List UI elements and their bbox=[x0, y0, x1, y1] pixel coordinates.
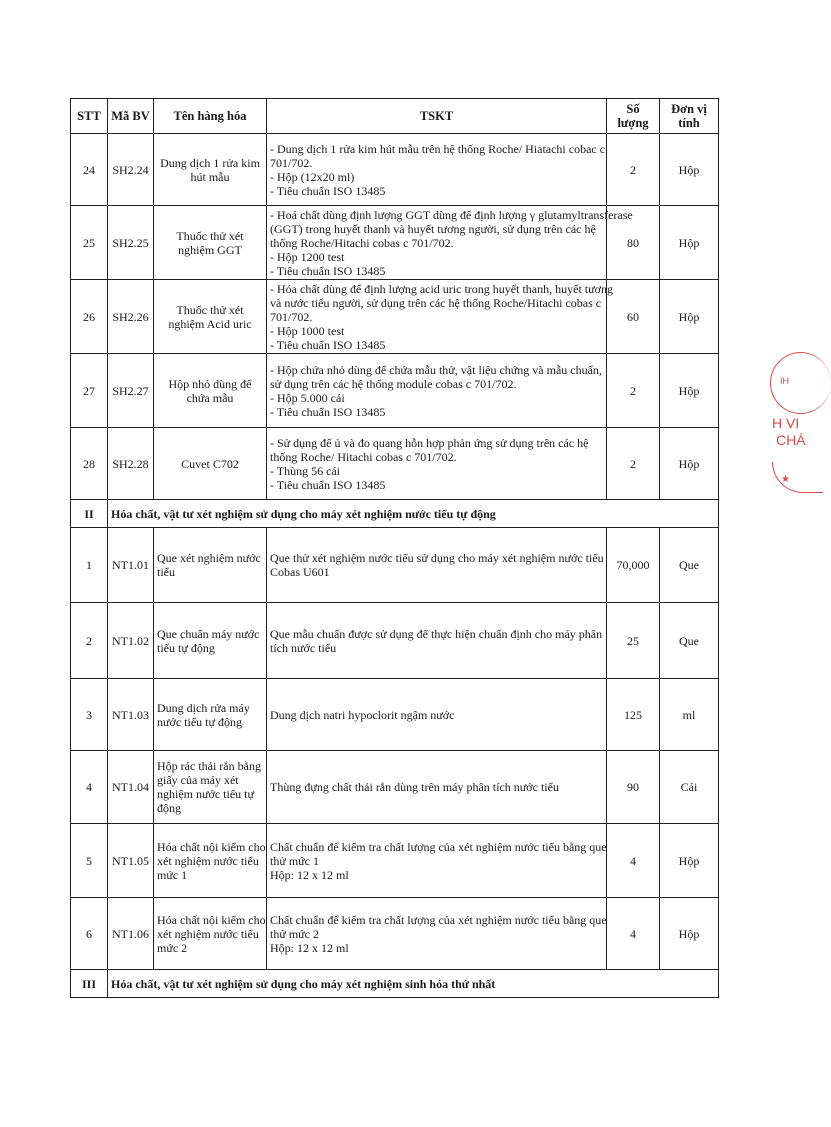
cell-stt: 26 bbox=[71, 280, 108, 354]
star-icon: ★ bbox=[781, 474, 790, 485]
tskt-line: 701/702. bbox=[270, 155, 313, 170]
section-header-row bbox=[71, 500, 719, 528]
cell-ma: SH2.28 bbox=[108, 428, 154, 500]
cell-stt: 1 bbox=[71, 528, 108, 603]
tskt-line: - Tiêu chuẩn ISO 13485 bbox=[270, 263, 386, 278]
tskt-line: - Hộp chứa nhỏ dùng để chứa mẫu thử, vật liệu chứng và mẫu chuẩn, bbox=[270, 362, 602, 377]
cell-ma: NT1.04 bbox=[108, 751, 154, 824]
cell-don-vi: Hộp bbox=[660, 824, 719, 898]
ten-line: Que xét nghiệm nước bbox=[157, 551, 261, 565]
table-row bbox=[71, 428, 719, 500]
section-title: Hóa chất, vật tư xét nghiệm sử dụng cho máy xét nghiệm nước tiểu tự động bbox=[108, 500, 719, 528]
cell-don-vi: Que bbox=[660, 603, 719, 679]
tskt-line: - Tiêu chuẩn ISO 13485 bbox=[270, 183, 386, 198]
section-number: II bbox=[71, 500, 108, 528]
cell-so-luong: 125 bbox=[607, 679, 660, 751]
cell-stt: 28 bbox=[71, 428, 108, 500]
cell-ten: Cuvet C702 bbox=[154, 428, 267, 500]
table-row bbox=[71, 280, 719, 354]
cell-stt: 27 bbox=[71, 354, 108, 428]
tskt-line: Chất chuẩn để kiểm tra chất lượng của xét nghiệm nước tiểu bằng que bbox=[270, 839, 607, 854]
stamp-text-1: IH bbox=[780, 376, 789, 386]
cell-ma: SH2.26 bbox=[108, 280, 154, 354]
cell-so-luong: 25 bbox=[607, 603, 660, 679]
cell-ma: SH2.25 bbox=[108, 206, 154, 280]
ten-line: Hóa chất nội kiểm cho bbox=[157, 912, 266, 927]
cell-so-luong: 2 bbox=[607, 428, 660, 500]
tskt-line: - Hộp 1200 test bbox=[270, 249, 345, 264]
cell-stt: 6 bbox=[71, 898, 108, 970]
cell-don-vi: Hộp bbox=[660, 206, 719, 280]
cell-tskt bbox=[267, 679, 607, 751]
tskt-line: sử dụng trên các hệ thống module cobas c 701/702. bbox=[270, 376, 517, 391]
cell-so-luong: 2 bbox=[607, 354, 660, 428]
col-header-so-luong: Số lượng bbox=[607, 99, 660, 134]
cell-so-luong: 60 bbox=[607, 280, 660, 354]
col-header-tskt: TSKT bbox=[267, 99, 607, 134]
ten-line: mức 1 bbox=[157, 867, 188, 882]
col-header-ten: Tên hàng hóa bbox=[154, 99, 267, 134]
table-row bbox=[71, 898, 719, 970]
cell-ten: Thuốc thử xét nghiệm Acid uric bbox=[154, 280, 267, 354]
table-row bbox=[71, 206, 719, 280]
cell-ma: NT1.02 bbox=[108, 603, 154, 679]
cell-tskt bbox=[267, 280, 613, 354]
section-title: Hóa chất, vật tư xét nghiệm sử dụng cho máy xét nghiệm sinh hóa thứ nhất bbox=[108, 970, 719, 998]
col-header-don-vi: Đơn vị tính bbox=[660, 99, 719, 134]
tskt-line: 701/702. bbox=[270, 309, 313, 324]
cell-tskt bbox=[267, 528, 607, 603]
cell-ten bbox=[154, 898, 267, 970]
cell-ten bbox=[154, 751, 267, 824]
ten-line: nghiệm nước tiểu tự bbox=[157, 787, 255, 801]
table-row bbox=[71, 603, 719, 679]
cell-stt: 5 bbox=[71, 824, 108, 898]
ten-line: xét nghiệm nước tiểu bbox=[157, 853, 259, 868]
cell-don-vi: Hộp bbox=[660, 898, 719, 970]
tskt-line: thống Roche/ Hitachi cobas c 701/702. bbox=[270, 449, 457, 464]
table-header-row bbox=[71, 99, 719, 134]
cell-don-vi: Cái bbox=[660, 751, 719, 824]
ten-line: mức 2 bbox=[157, 940, 188, 955]
ten-line: tiểu bbox=[157, 565, 175, 579]
cell-ten bbox=[154, 679, 267, 751]
tskt-line: thử mức 1 bbox=[270, 853, 320, 868]
cell-so-luong: 90 bbox=[607, 751, 660, 824]
col-header-stt: STT bbox=[71, 99, 108, 134]
tskt-line: Hộp: 12 x 12 ml bbox=[270, 940, 349, 955]
section-header-row bbox=[71, 970, 719, 998]
tskt-line: - Tiêu chuẩn ISO 13485 bbox=[270, 477, 386, 492]
stamp-arc-bottom bbox=[772, 462, 823, 493]
cell-so-luong: 70,000 bbox=[607, 528, 660, 603]
table-row bbox=[71, 751, 719, 824]
cell-ma: NT1.05 bbox=[108, 824, 154, 898]
cell-don-vi: Hộp bbox=[660, 134, 719, 206]
tskt-line: và nước tiểu người, sử dụng trên các hệ thống Roche/Hitachi cobas c bbox=[270, 295, 602, 310]
ten-line: giấy của máy xét bbox=[157, 773, 239, 787]
tskt-line: thử mức 2 bbox=[270, 926, 320, 941]
tskt-line: thống Roche/Hitachi cobas c 701/702. bbox=[270, 235, 454, 250]
cell-ma: NT1.03 bbox=[108, 679, 154, 751]
cell-ma: SH2.24 bbox=[108, 134, 154, 206]
tskt-line: Thùng đựng chất thải rắn dùng trên máy phân tích nước tiểu bbox=[270, 780, 559, 794]
cell-ma: NT1.06 bbox=[108, 898, 154, 970]
tskt-line: - Tiêu chuẩn ISO 13485 bbox=[270, 404, 386, 419]
cell-so-luong: 80 bbox=[607, 206, 660, 280]
ten-line: nước tiểu tự động bbox=[157, 714, 243, 729]
tskt-line: - Thùng 56 cái bbox=[270, 463, 341, 478]
cell-ten: Hộp nhỏ dùng để chứa mẫu bbox=[154, 354, 267, 428]
cell-ten: Thuốc thử xét nghiệm GGT bbox=[154, 206, 267, 280]
tskt-line: - Sử dụng để ủ và đo quang hỗn hợp phản ứng sử dụng trên các hệ bbox=[270, 435, 589, 450]
ten-line: Hóa chất nội kiểm cho bbox=[157, 839, 266, 854]
cell-tskt bbox=[267, 134, 607, 206]
tskt-line: Que mẫu chuẩn được sử dụng để thực hiện chuẩn định cho máy phân bbox=[270, 626, 603, 641]
cell-stt: 3 bbox=[71, 679, 108, 751]
tskt-line: - Hộp 1000 test bbox=[270, 323, 345, 338]
ten-line: Dung dịch rửa máy bbox=[157, 700, 250, 715]
cell-ten: Dung dịch 1 rửa kim hút mẫu bbox=[154, 134, 267, 206]
tskt-line: - Hộp 5.000 cái bbox=[270, 390, 345, 405]
tskt-line: - Hộp (12x20 ml) bbox=[270, 169, 355, 184]
cell-don-vi: Hộp bbox=[660, 280, 719, 354]
tskt-line: Que thử xét nghiệm nước tiểu sử dụng cho máy xét nghiệm nước tiểu bbox=[270, 551, 604, 565]
col-header-ma-bv: Mã BV bbox=[108, 99, 154, 134]
table-row bbox=[71, 354, 719, 428]
cell-so-luong: 4 bbox=[607, 898, 660, 970]
cell-ten bbox=[154, 824, 267, 898]
cell-stt: 25 bbox=[71, 206, 108, 280]
tskt-line: (GGT) trong huyết thanh và huyết tương người, sử dụng trên các hệ bbox=[270, 221, 596, 236]
tskt-line: Cobas U601 bbox=[270, 565, 330, 579]
ten-line: tiểu tự động bbox=[157, 640, 215, 655]
cell-stt: 2 bbox=[71, 603, 108, 679]
table-row bbox=[71, 528, 719, 603]
tskt-line: Hộp: 12 x 12 ml bbox=[270, 867, 349, 882]
ten-line: xét nghiệm nước tiểu bbox=[157, 926, 259, 941]
tskt-line: - Dung dịch 1 rửa kim hút mẫu trên hệ thống Roche/ Hiatachi cobac c bbox=[270, 141, 606, 156]
tskt-line: Chất chuẩn để kiểm tra chất lượng của xét nghiệm nước tiểu bằng que bbox=[270, 912, 607, 927]
ten-line: Hộp rác thải rắn bằng bbox=[157, 759, 261, 773]
table-row bbox=[71, 679, 719, 751]
cell-so-luong: 4 bbox=[607, 824, 660, 898]
cell-don-vi: ml bbox=[660, 679, 719, 751]
cell-ma: SH2.27 bbox=[108, 354, 154, 428]
tskt-line: - Tiêu chuẩn ISO 13485 bbox=[270, 337, 386, 352]
cell-stt: 24 bbox=[71, 134, 108, 206]
tskt-line: - Hoá chất dùng định lượng GGT dùng để định lượng γ glutamyltransferase bbox=[270, 207, 633, 222]
table-row bbox=[71, 824, 719, 898]
tskt-line: Dung dịch natri hypoclorit ngậm nước bbox=[270, 707, 455, 722]
cell-don-vi: Hộp bbox=[660, 428, 719, 500]
cell-tskt bbox=[267, 898, 607, 970]
section-number: III bbox=[71, 970, 108, 998]
cell-tskt bbox=[267, 428, 607, 500]
cell-tskt bbox=[267, 603, 607, 679]
ten-line: Que chuẩn máy nước bbox=[157, 626, 260, 641]
cell-tskt bbox=[267, 751, 607, 824]
cell-so-luong: 2 bbox=[607, 134, 660, 206]
stamp-text-2: H VI bbox=[772, 415, 800, 431]
stamp-arc-top bbox=[770, 352, 831, 414]
cell-tskt bbox=[267, 824, 607, 898]
cell-stt: 4 bbox=[71, 751, 108, 824]
equipment-table bbox=[70, 98, 719, 998]
cell-ten bbox=[154, 528, 267, 603]
stamp-text-3: CHÁ bbox=[776, 432, 806, 448]
tskt-line: - Hóa chất dùng để định lượng acid uric trong huyết thanh, huyết tương bbox=[270, 281, 613, 296]
cell-ma: NT1.01 bbox=[108, 528, 154, 603]
table-row bbox=[71, 134, 719, 206]
ten-line: động bbox=[157, 801, 181, 815]
tskt-line: tích nước tiểu bbox=[270, 640, 337, 655]
cell-ten bbox=[154, 603, 267, 679]
cell-tskt bbox=[267, 354, 607, 428]
cell-don-vi: Hộp bbox=[660, 354, 719, 428]
cell-don-vi: Que bbox=[660, 528, 719, 603]
